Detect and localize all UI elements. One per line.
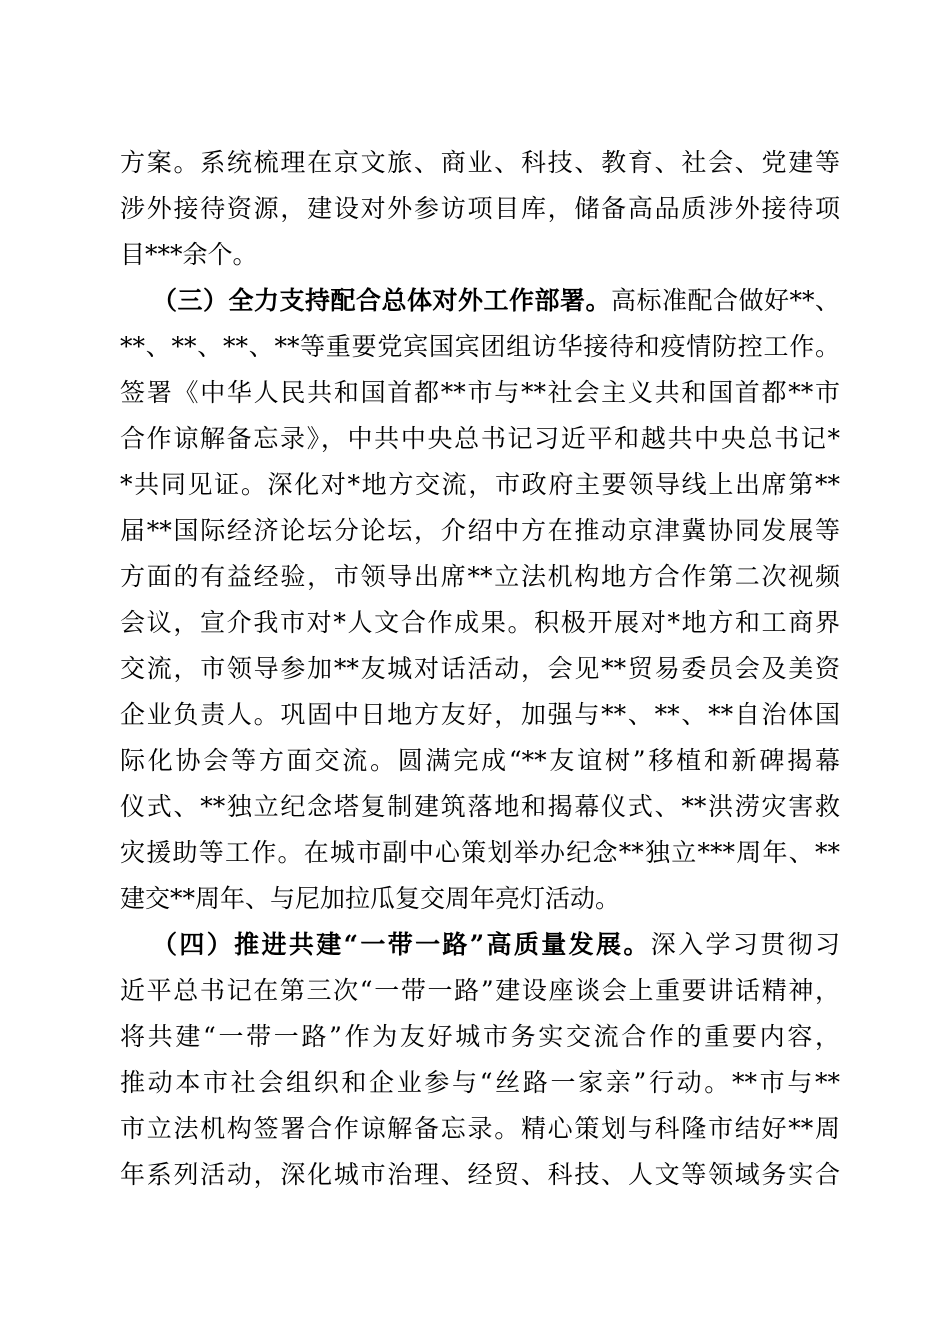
text-line: 签署《中华人民共和国首都**市与**社会主义共和国首都**市	[120, 378, 840, 407]
text-line: 届**国际经济论坛分论坛，介绍中方在推动京津冀协同发展等	[120, 516, 840, 545]
text-line: 市立法机构签署合作谅解备忘录。精心策划与科隆市结好**周	[120, 1114, 840, 1143]
text-line: 灾援助等工作。在城市副中心策划举办纪念**独立***周年、**	[120, 838, 840, 867]
text-line	[120, 278, 840, 324]
section-heading-3: （三）全力支持配合总体对外工作部署。	[152, 286, 611, 315]
text-line: 推动本市社会组织和企业参与“丝路一家亲”行动。**市与**	[120, 1068, 840, 1097]
text-line: **、**、**、**等重要党宾国宾团组访华接待和疫情防控工作。	[120, 332, 840, 361]
text-line: 会议，宣介我市对*人文合作成果。积极开展对*地方和工商界	[120, 608, 840, 637]
text-line: 近平总书记在第三次“一带一路”建设座谈会上重要讲话精神，	[120, 976, 840, 1005]
paragraph-section-3	[120, 278, 840, 922]
text-line: 方面的有益经验，市领导出席**立法机构地方合作第二次视频	[120, 562, 840, 591]
text-line: *共同见证。深化对*地方交流，市政府主要领导线上出席第**	[120, 470, 840, 499]
text-line: 涉外接待资源，建设对外参访项目库，储备高品质涉外接待项	[120, 194, 840, 223]
text-line: 目***余个。	[120, 240, 258, 269]
text-span: 高标准配合做好**、	[610, 286, 840, 315]
section-heading-4: （四）推进共建“一带一路”高质量发展。	[152, 930, 651, 959]
text-line: 际化协会等方面交流。圆满完成“**友谊树”移植和新碑揭幕	[120, 746, 840, 775]
text-line: 将共建“一带一路”作为友好城市务实交流合作的重要内容，	[120, 1022, 840, 1051]
text-span: 深入学习贯彻习	[650, 930, 840, 959]
text-line: 建交**周年、与尼加拉瓜复交周年亮灯活动。	[120, 884, 621, 913]
text-line: 仪式、**独立纪念塔复制建筑落地和揭幕仪式、**洪涝灾害救	[120, 792, 840, 821]
paragraph-section-4	[120, 922, 840, 1198]
document-body	[120, 140, 840, 1198]
text-line: 企业负责人。巩固中日地方友好，加强与**、**、**自治体国	[120, 700, 840, 729]
text-line	[120, 922, 840, 968]
paragraph-resources	[120, 140, 840, 278]
text-line: 合作谅解备忘录》，中共中央总书记习近平和越共中央总书记*	[120, 424, 840, 453]
text-line: 交流，市领导参加**友城对话活动，会见**贸易委员会及美资	[120, 654, 840, 683]
text-line: 年系列活动，深化城市治理、经贸、科技、人文等领域务实合	[120, 1160, 840, 1189]
text-line: 方案。系统梳理在京文旅、商业、科技、教育、社会、党建等	[120, 148, 840, 177]
